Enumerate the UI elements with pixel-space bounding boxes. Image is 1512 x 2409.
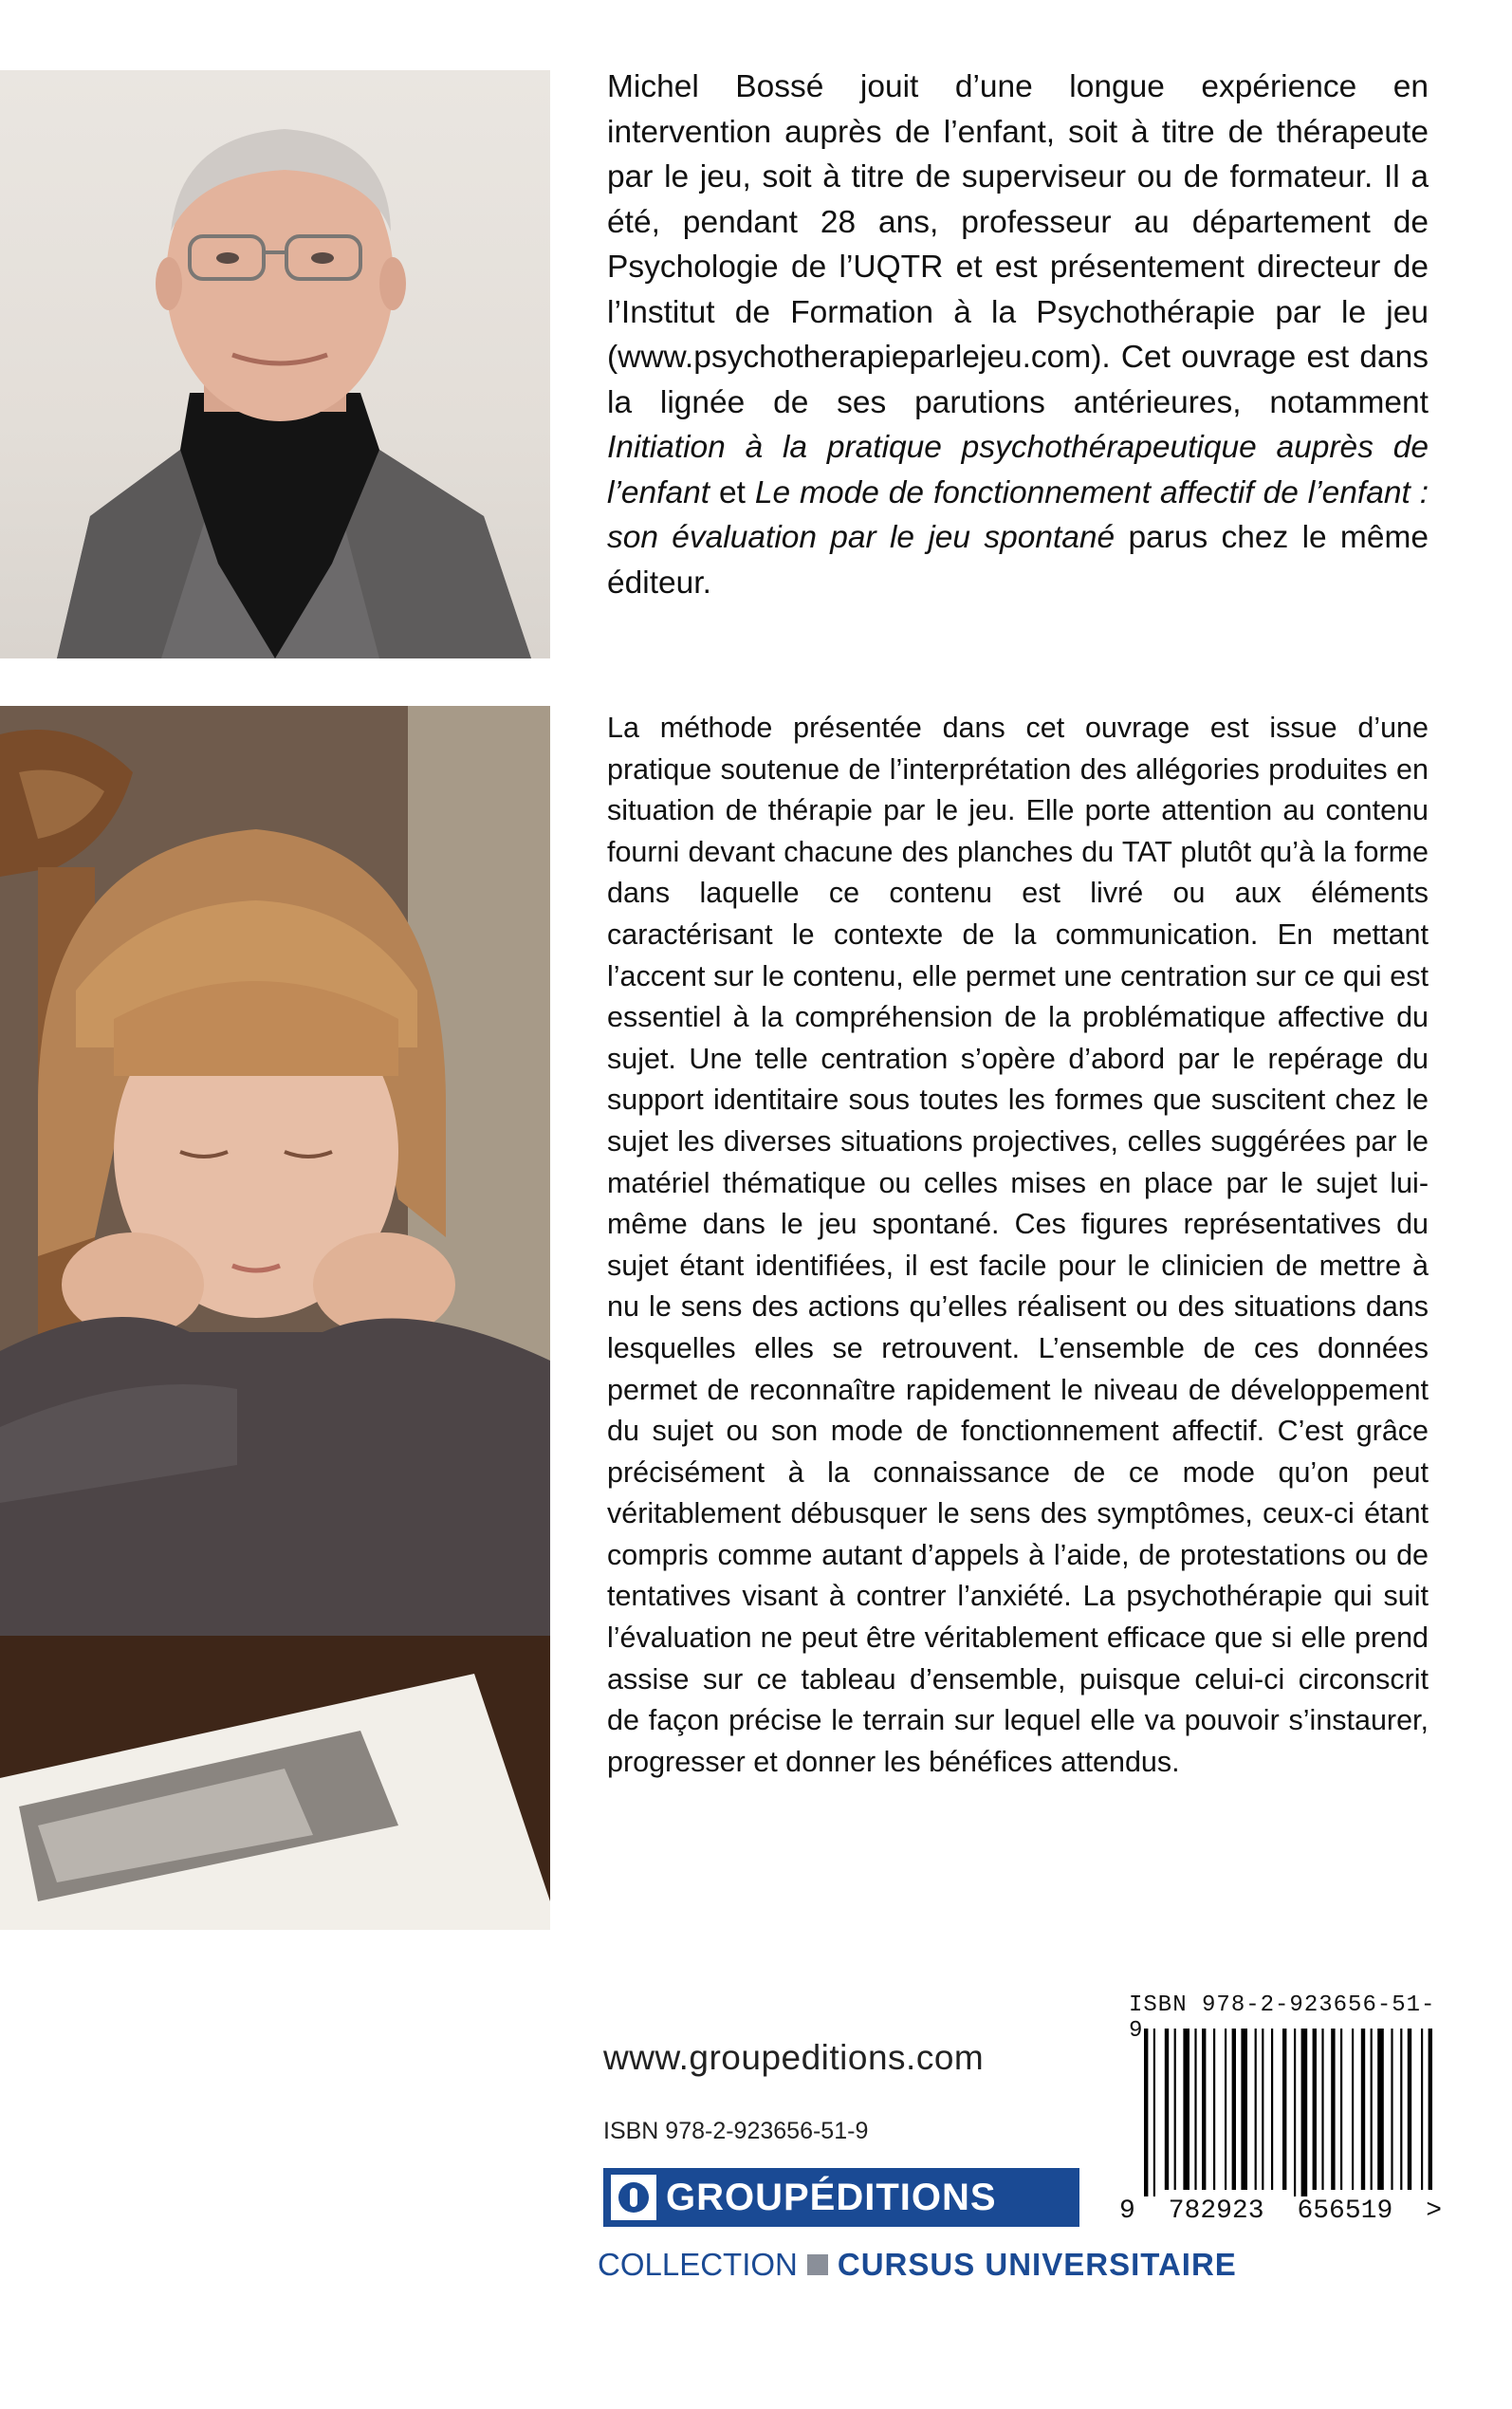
book-description: La méthode présentée dans cet ouvrage est issue d’une pratique soutenue de l’interprétation des allégories produites en situation de thérapie par le jeu. Elle porte attention au contenu fourni devant chacune des planches du TAT plutôt qu’à la forme dans laquelle ce contenu est livré ou aux éléments caractérisant le contexte de la communication. En mettant l’accent sur le contenu, elle permet une centration sur ce qui est essentiel à la compréhension de la problématique affective du sujet. Une telle centration s’opère d’abord par le repérage du support identitaire sous toutes les formes que suscitent chez le sujet les diverses situations projectives, celles suggérées par le matériel thématique ou celles mises en place par le sujet lui-même dans le jeu spontané. Ces figures représentatives du sujet étant identifiées, il est facile pour le clinicien de mettre à nu le sens des actions qu’elles réalisent ou des situations dans lesquelles elles se retrouvent. L’ensemble de ces données permet de reconnaître rapidement le niveau de développement du sujet ou son mode de fonctionnement affectif. C’est grâce précisément à la connaissance de ce mode qu’on peut véritablement débusquer le sens des symptômes, ceux-ci étant compris comme autant d’appels à l’aide, de protestations ou de tentatives visant à contrer l’anxiété. La psychothérapie qui suit l’évaluation ne peut être véritablement efficace que si elle prend assise sur ce tableau d’ensemble, puisque celui-ci circonscrit de façon précise le terrain sur lequel elle va pouvoir s’instaurer, progresser et donner les bénéfices attendus. [607,712,1429,1778]
collection-line [598,2247,1237,2283]
barcode-bar [1232,2029,1236,2190]
barcode-bar [1262,2029,1263,2190]
barcode-bar [1294,2029,1296,2196]
publisher-name: GROUPÉDITIONS [666,2176,997,2218]
collection-name: CURSUS UNIVERSITAIRE [837,2247,1237,2282]
barcode-end-mark: > [1426,2196,1442,2226]
barcode-bar [1301,2029,1308,2196]
barcode-bar [1194,2029,1196,2190]
bio-and: et [718,474,746,510]
barcode-bars [1119,1992,1442,2196]
barcode-bar [1313,2029,1317,2190]
barcode-bar [1352,2029,1354,2190]
isbn-text: ISBN 978-2-923656-51-9 [603,2118,869,2144]
author-photo [0,70,550,658]
barcode-bar [1165,2029,1169,2190]
barcode-bar [1153,2029,1155,2196]
bio-outro: parus chez le même éditeur. [607,520,1429,601]
barcode-bar [1202,2029,1206,2190]
barcode-bar [1377,2029,1384,2190]
barcode-bar [1429,2029,1432,2190]
barcode-group-2: 656519 [1297,2196,1393,2226]
publisher-logo-icon [611,2175,656,2220]
barcode-bar [1400,2029,1402,2190]
barcode-bar [1340,2029,1342,2190]
barcode-bar [1241,2029,1247,2190]
publisher-logo [603,2168,1079,2227]
barcode-bar [1271,2029,1273,2190]
barcode-bar [1144,2029,1148,2196]
barcode-bar [1174,2029,1176,2190]
barcode-group-1: 782923 [1168,2196,1264,2226]
barcode [1119,1992,1442,2234]
barcode-bar [1408,2029,1411,2190]
barcode-bar [1321,2029,1323,2190]
publisher-website[interactable]: www.groupeditions.com [603,2038,985,2077]
barcode-bar [1421,2029,1423,2190]
barcode-bar [1225,2029,1226,2190]
barcode-lead-digit: 9 [1119,2196,1135,2226]
barcode-bar [1331,2029,1335,2190]
collection-prefix: COLLECTION [598,2247,798,2282]
barcode-digits [1119,2196,1442,2226]
collection-separator-icon [807,2254,828,2275]
bio-book-title-1: Initiation à la pratique psychothérapeutique auprès de l’enfant [607,430,1429,510]
barcode-bar [1391,2029,1392,2190]
barcode-bar [1213,2029,1215,2190]
barcode-bar [1361,2029,1365,2190]
barcode-bar [1183,2029,1189,2190]
child-photo [0,706,550,1930]
barcode-bar [1371,2029,1373,2190]
bio-book-title-2: Le mode de fonctionnement affectif de l’enfant : son évaluation par le jeu spontané [607,474,1429,555]
author-bio [607,65,1429,605]
barcode-bar [1282,2029,1286,2190]
barcode-isbn-label: ISBN 978-2-923656-51-9 [1129,1992,1436,2044]
barcode-bar [1255,2029,1257,2190]
bio-intro: Michel Bossé jouit d’une longue expérience en intervention auprès de l’enfant, soit à titre de thérapeute par le jeu, soit à titre de superviseur ou de formateur. Il a été, pendant 28 ans, professeur au département de Psychologie de l’UQTR et est présentement directeur de l’Institut de Formation à la Psychothérapie par le jeu (www.psychotherapieparlejeu.com). Cet ouvrage est dans la lignée de ses parutions antérieures, notamment [607,69,1429,420]
